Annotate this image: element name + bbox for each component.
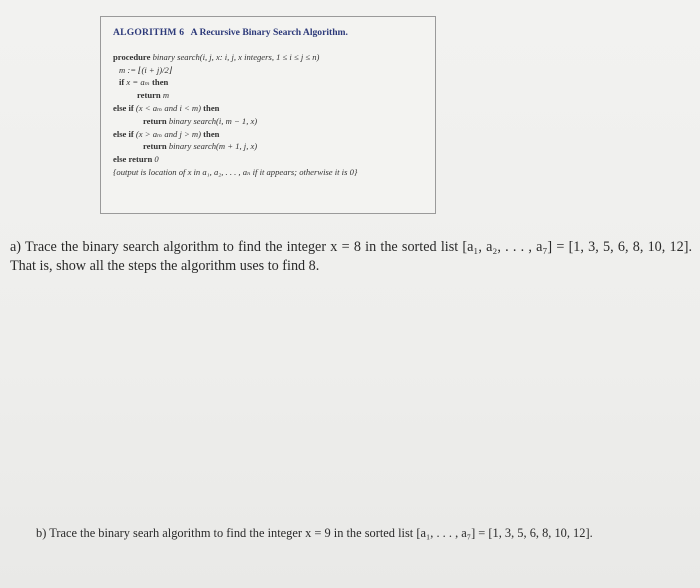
code-text: binary search(i, m − 1, x) (168, 115, 258, 126)
keyword: return (143, 115, 167, 126)
algorithm-caption: ALGORITHM 6 (113, 27, 185, 38)
code-text: binary search(m + 1, j, x) (168, 141, 258, 152)
algorithm-name: A Recursive Binary Search Algorithm. (190, 27, 348, 38)
keyword: return (137, 90, 161, 101)
keyword: return (143, 141, 167, 152)
pseudocode-line (113, 89, 425, 102)
pseudocode-line (113, 140, 425, 153)
code-text: 0 (154, 154, 159, 165)
pseudocode-line (113, 76, 425, 89)
pseudocode-line (113, 128, 425, 141)
code-text: m (162, 90, 170, 101)
pseudocode-line (113, 166, 425, 179)
pseudocode-line (113, 153, 425, 166)
keyword: then (203, 128, 220, 139)
pseudocode-line (113, 115, 425, 128)
keyword: then (203, 102, 220, 113)
code-text: (x < aₘ and i < m) (135, 102, 202, 113)
pseudocode-line (113, 102, 425, 115)
code-text: x = aₘ (126, 77, 150, 88)
pseudocode (113, 51, 425, 179)
pseudocode-line (113, 64, 425, 77)
question-b: b) Trace the binary searh algorithm to find the integer x = 9 in the sorted list [a₁, . . . , a₇] = [1, 3, 5, 6, 8, 10, 12]. (36, 526, 593, 540)
keyword: else if (113, 102, 134, 113)
keyword: else return (113, 154, 153, 165)
code-text: {output is location of x in a₁, a₂, . . . , aₙ if it appears; otherwise it is 0} (113, 166, 358, 177)
algorithm-title (113, 27, 425, 40)
algorithm-box (100, 16, 436, 214)
pseudocode-line (113, 51, 425, 64)
keyword: procedure (113, 51, 151, 62)
keyword: else if (113, 128, 134, 139)
code-text: binary search(i, j, x: i, j, x integers, 1 ≤ i ≤ j ≤ n) (152, 51, 320, 62)
code-text: (x > aₘ and j > m) (135, 128, 202, 139)
keyword: if (119, 77, 125, 88)
code-text: m := ⌊(i + j)/2⌋ (119, 64, 173, 75)
keyword: then (152, 77, 169, 88)
question-a: a) Trace the binary search algorithm to find the integer x = 8 in the sorted list [a₁, a₂, . . . , a₇] = [1, 3, 5, 6, 8, 10, 12]. That is, show all the steps the algorithm uses to find 8. (10, 239, 692, 274)
